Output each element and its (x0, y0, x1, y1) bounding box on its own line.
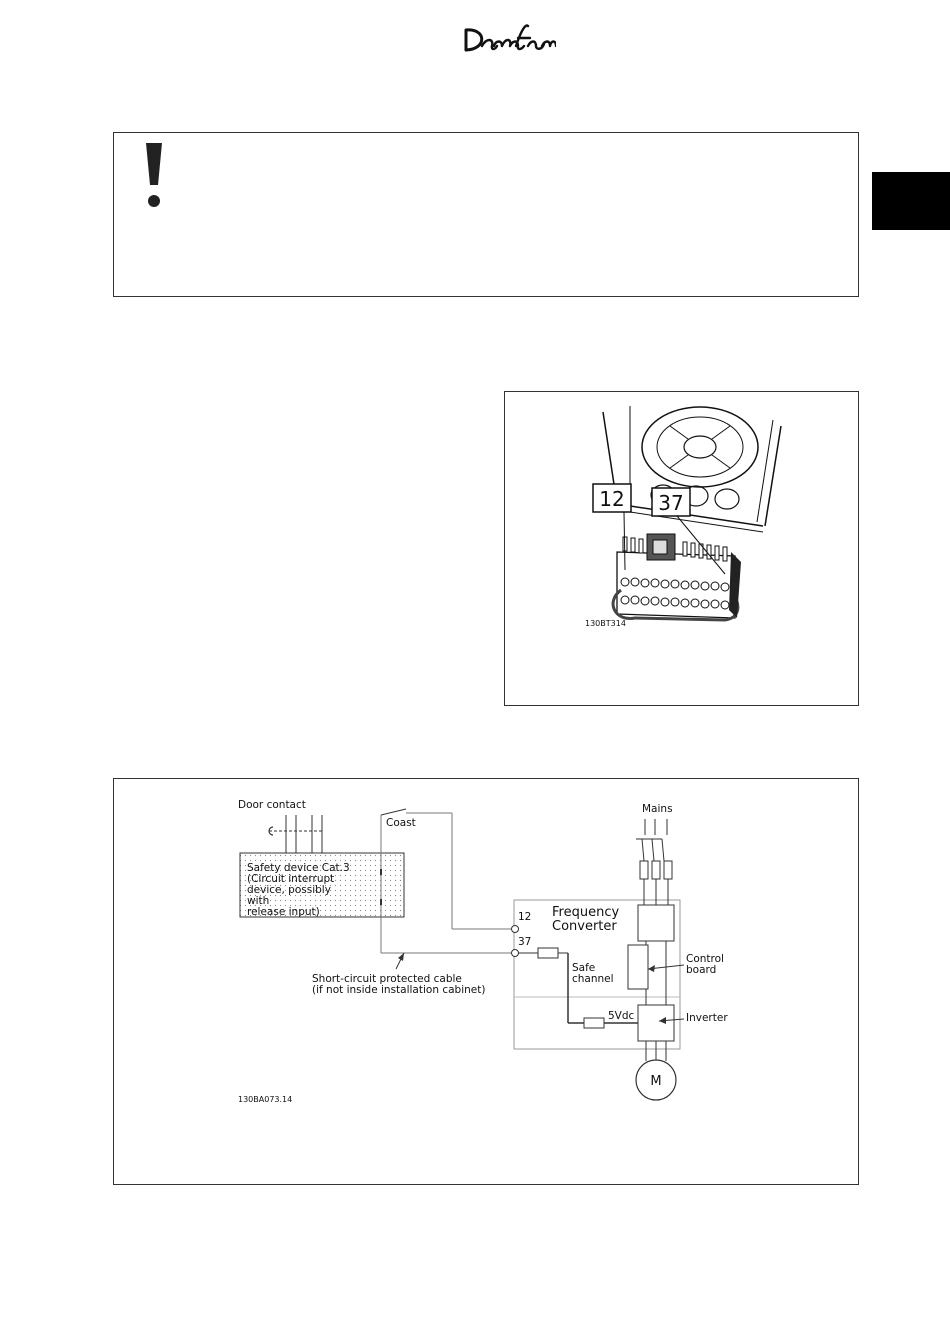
door-contact-label: Door contact (238, 799, 306, 811)
terminal-37-label: 37 (518, 936, 532, 948)
safe-channel-label: Safe channel (572, 962, 614, 985)
terminal-12-label: 12 (518, 911, 532, 923)
terminal-37-label: 37 (658, 491, 684, 515)
warning-box (113, 132, 859, 297)
motor-label: M (650, 1074, 662, 1089)
diagram-ref-code: 130BA073.14 (238, 1095, 293, 1104)
cable-label: Short-circuit protected cable (if not inside installation cabinet) (312, 973, 486, 996)
frequency-converter-label: Frequency Converter (552, 905, 620, 934)
mains-label: Mains (642, 803, 673, 815)
wiring-diagram (113, 778, 859, 1185)
chapter-tab (872, 172, 950, 230)
safety-device-label: Safety device Cat.3 (Circuit interrupt device, possibly with release input) (247, 862, 350, 918)
terminal-drawing (505, 392, 858, 705)
wiring-drawing (114, 779, 858, 1184)
figure-ref-code: 130BT314 (585, 619, 626, 628)
voltage-label: 5Vdc (608, 1010, 635, 1022)
coast-label: Coast (386, 817, 416, 829)
terminal-figure (504, 391, 859, 706)
control-board-label: Control board (686, 953, 724, 976)
terminal-12-label: 12 (599, 487, 625, 511)
exclamation-icon (136, 141, 172, 207)
inverter-label: Inverter (686, 1012, 728, 1024)
danfoss-logo (458, 16, 556, 56)
